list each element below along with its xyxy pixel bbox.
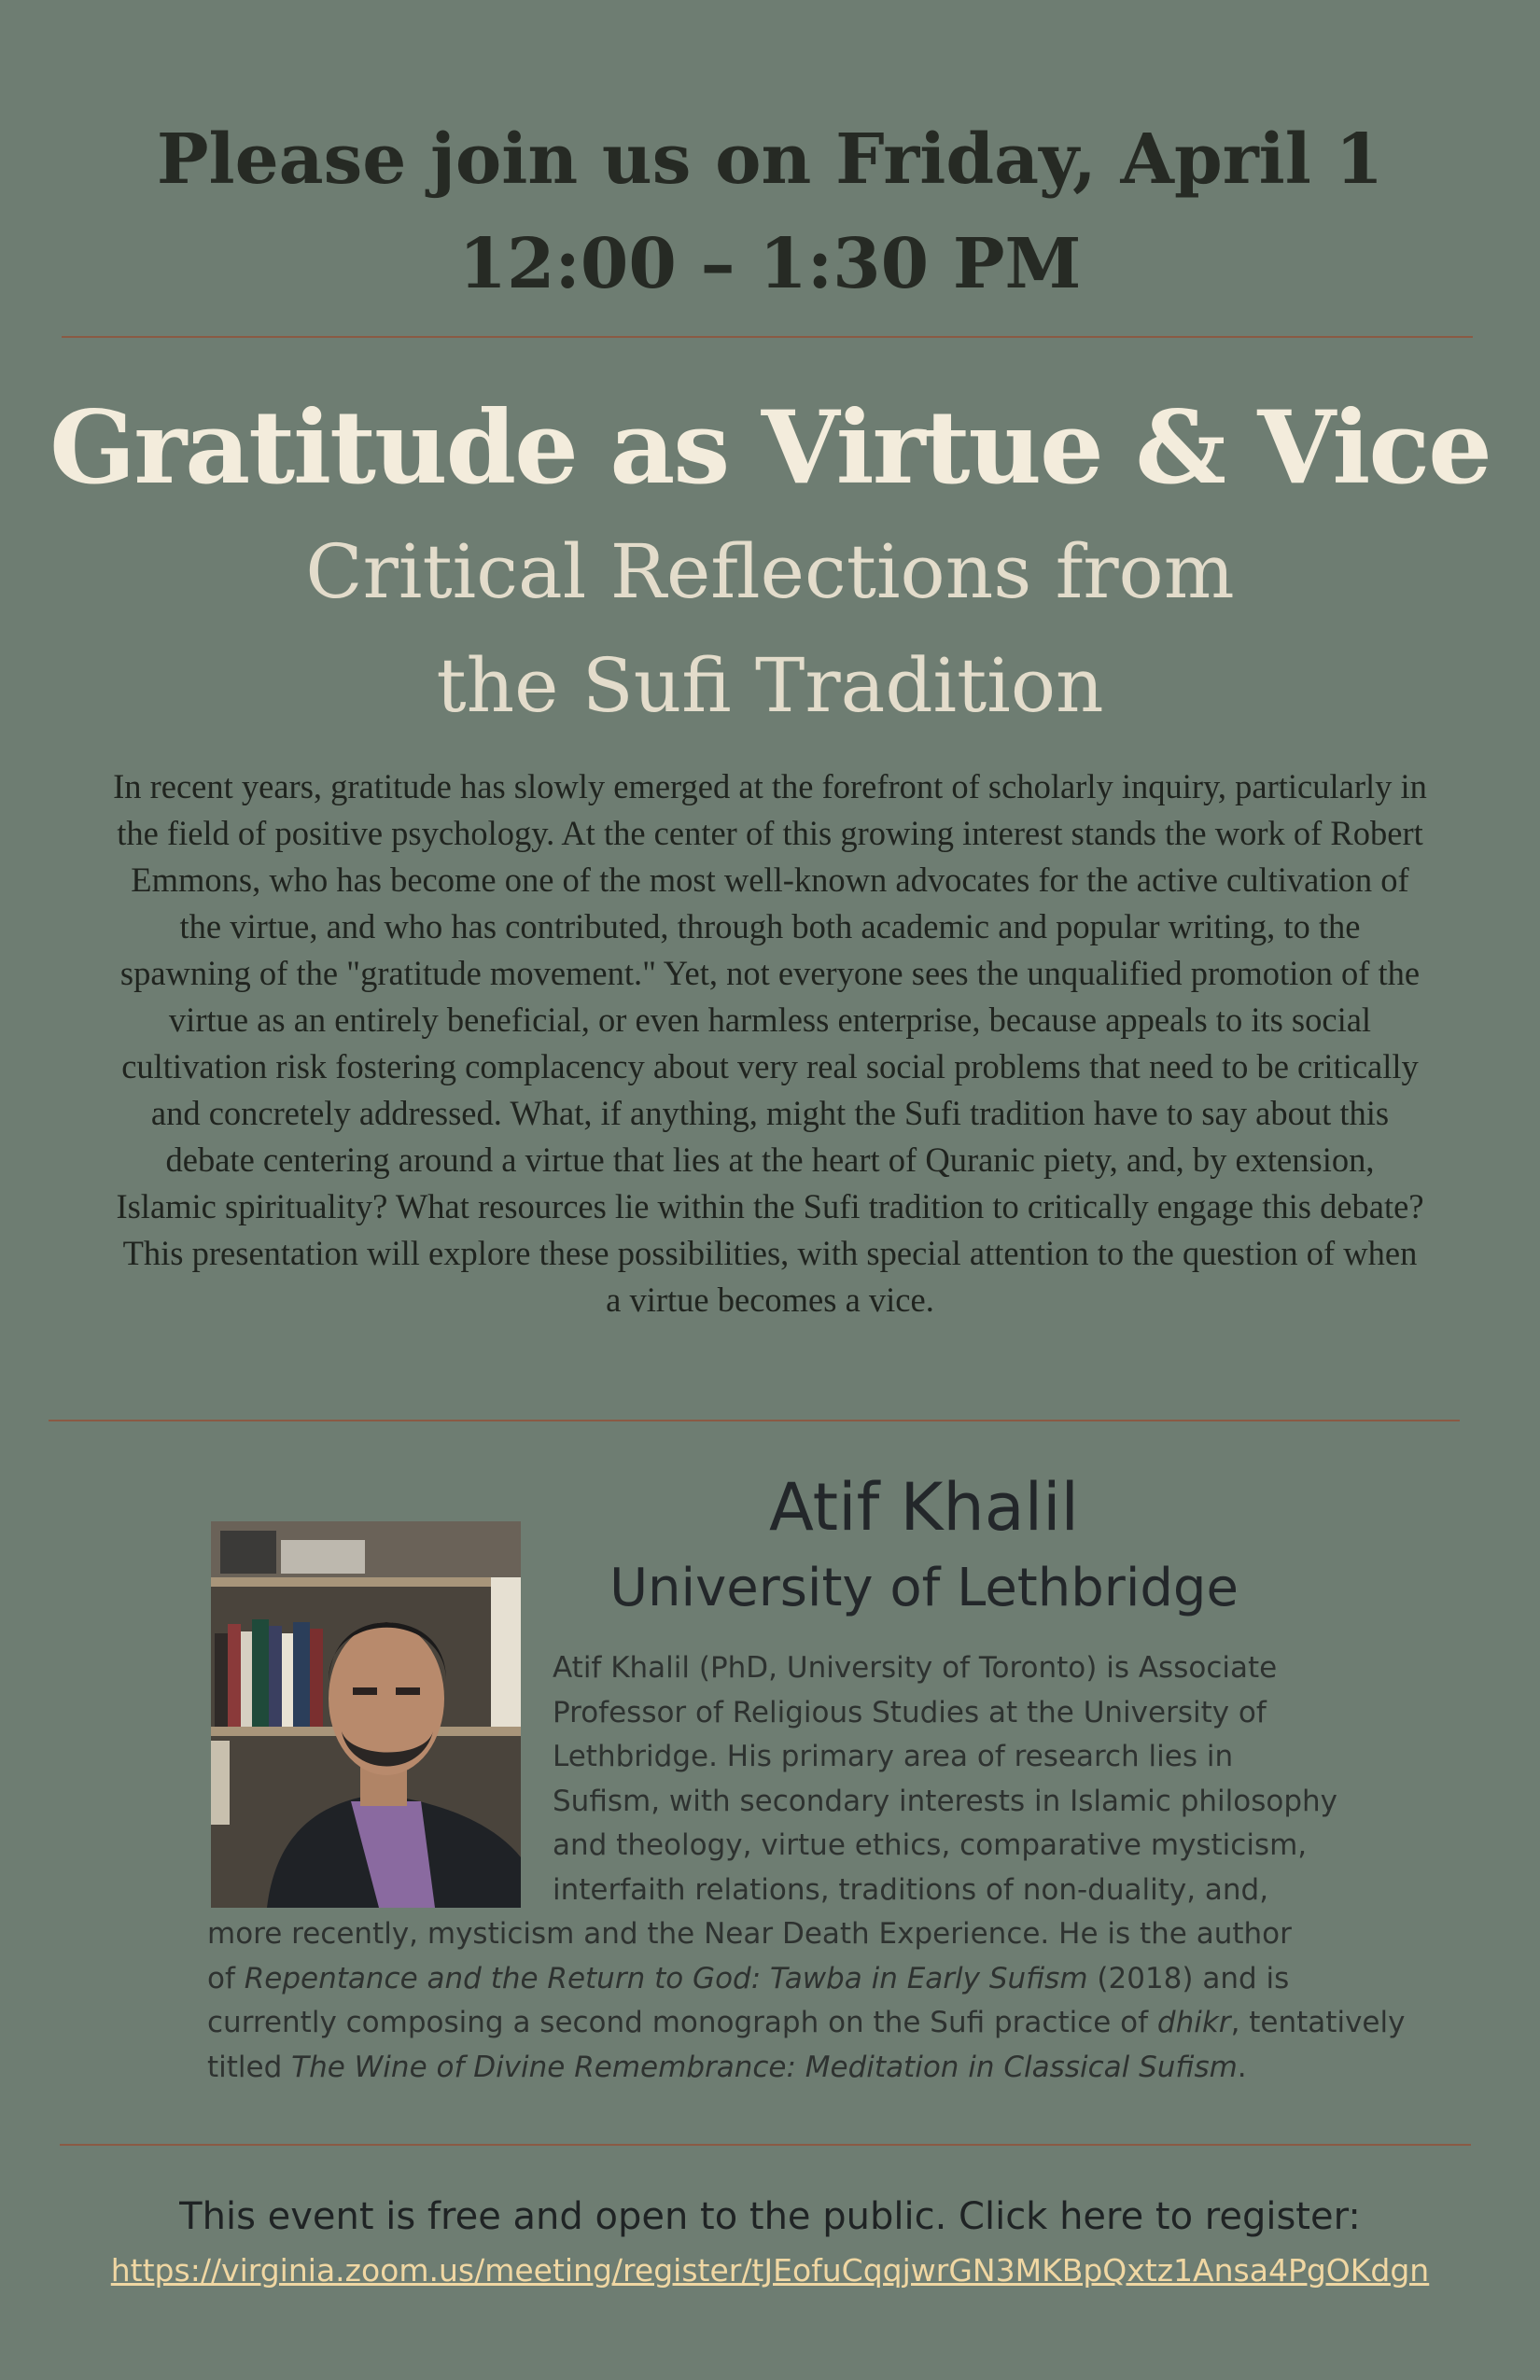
subtitle-line-2: the Sufi Tradition: [436, 642, 1104, 729]
bio-line-2: Professor of Religious Studies at the University of: [553, 1695, 1267, 1729]
registration-link[interactable]: https://virginia.zoom.us/meeting/register/tJEofuCqqjwrGN3MKBpQxtz1Ansa4PgOKdgn: [110, 2252, 1430, 2289]
event-title: Gratitude as Virtue & Vice: [49, 389, 1491, 507]
bio-book-2: The Wine of Divine Remembrance: Meditation in Classical Sufism: [291, 2050, 1238, 2084]
event-time: 12:00 – 1:30 PM: [458, 224, 1082, 304]
bio-book-1: Repentance and the Return to God: Tawba in Early Sufism: [244, 1961, 1088, 1995]
bio-tentatively: , tentatively: [1230, 2006, 1406, 2039]
event-header: [0, 107, 1540, 316]
bio-line-3: Lethbridge. His primary area of research lies in: [553, 1740, 1234, 1773]
event-subtitle: [0, 515, 1540, 743]
divider-top: [62, 336, 1473, 338]
bio-line-7: more recently, mysticism and the Near Death Experience. He is the author: [207, 1917, 1292, 1951]
bio-of: of: [207, 1961, 245, 1995]
bio-line-5: and theology, virtue ethics, comparative mysticism,: [553, 1828, 1308, 1862]
bio-line-4: Sufism, with secondary interests in Islamic philosophy: [553, 1784, 1337, 1818]
bio-titled: titled: [207, 2050, 292, 2084]
abstract-text: In recent years, gratitude has slowly emerged at the forefront of scholarly inquiry, particularly in the field of positive psychology. At the center of this growing interest stands the work of Robert Emmons, who has become one of the most well-known advocates for the active cultivation of the virtue, and who has contributed, through both academic and popular writing, to the spawning of the "gratitude movement." Yet, not everyone sees the unqualified promotion of the virtue as an entirely beneficial, or even harmless enterprise, because appeals to its social cultivation risk fostering complacency about very real social problems that need to be critically and concretely addressed. What, if anything, might the Sufi tradition have to say about this debate centering around a virtue that lies at the heart of Quranic piety, and, by extension, Islamic spirituality? What resources lie within the Sufi tradition to critically engage this debate? This presentation will explore these possibilities, with special attention to the question of when a virtue becomes a vice.: [113, 767, 1427, 1319]
bio-after-book-1: (2018) and is: [1087, 1961, 1290, 1995]
bio-line-9: [207, 2001, 1449, 2046]
bio-line-6: interfaith relations, traditions of non-duality, and,: [553, 1872, 1269, 1907]
event-date: Please join us on Friday, April 1: [156, 119, 1384, 200]
registration-text: This event is free and open to the public. Click here to register:: [179, 2195, 1361, 2238]
bio-line-1: Atif Khalil (PhD, University of Toronto) is Associate: [553, 1651, 1278, 1685]
subtitle-line-1: Critical Reflections from: [305, 528, 1235, 615]
divider-middle: [49, 1420, 1460, 1421]
divider-bottom: [60, 2144, 1471, 2146]
speaker-bio: [207, 1646, 1449, 2090]
bio-line-8: [207, 1957, 1449, 2002]
bio-composing: currently composing a second monograph on the Sufi practice of: [207, 2006, 1157, 2039]
bio-dhikr: dhikr: [1156, 2006, 1231, 2039]
bio-end: .: [1237, 2050, 1247, 2084]
bio-line-10: [207, 2046, 1449, 2091]
speaker-name: Atif Khalil: [769, 1469, 1079, 1546]
speaker-affiliation: University of Lethbridge: [609, 1558, 1239, 1618]
